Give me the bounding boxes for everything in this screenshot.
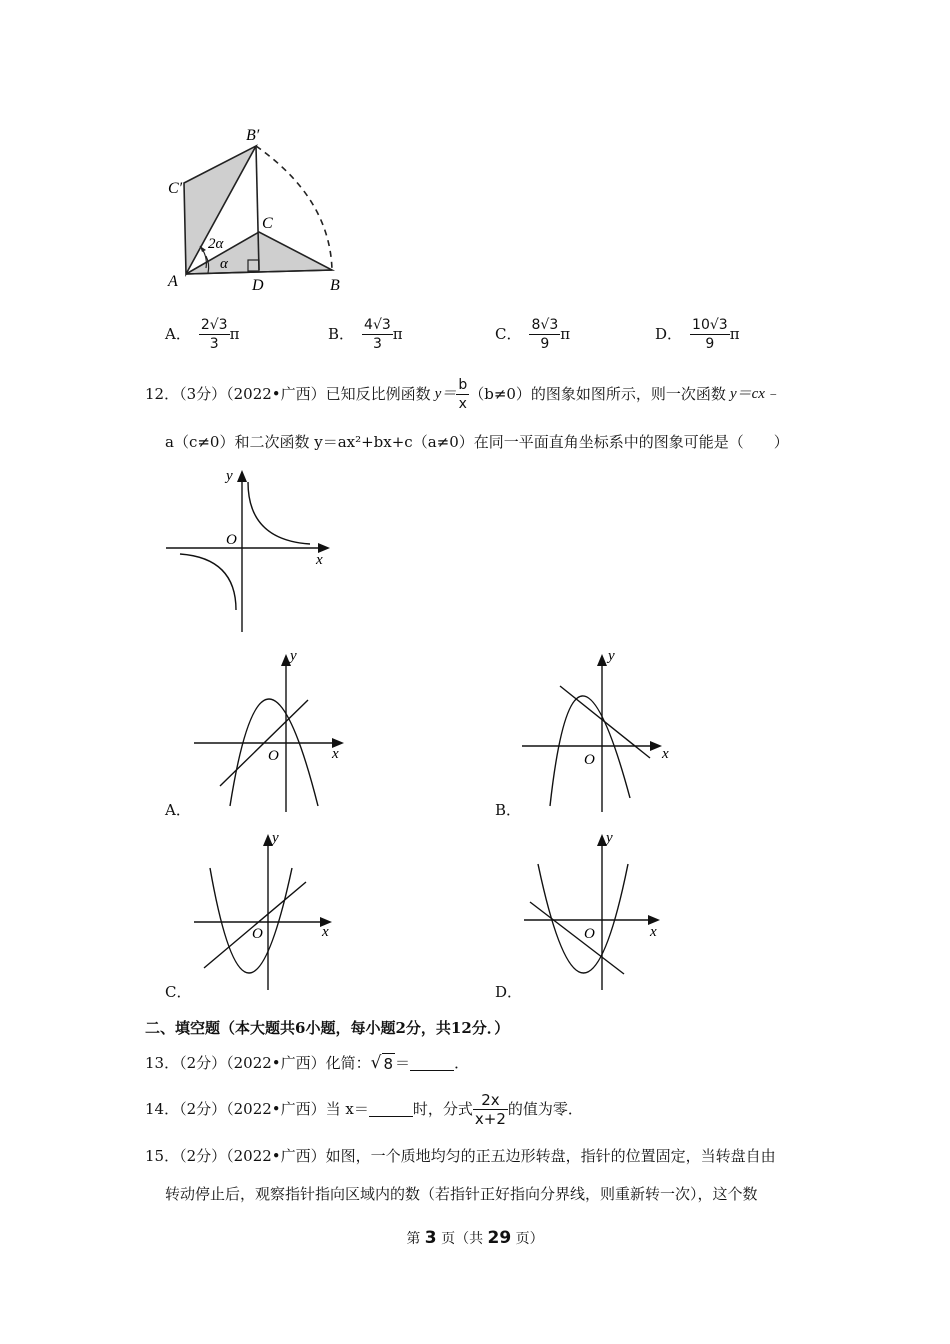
q11-option-a-pi: π <box>229 325 240 343</box>
sqrt-symbol: √ <box>370 1053 382 1073</box>
axis-y-label: y <box>226 468 233 484</box>
q11-option-d <box>655 312 740 356</box>
q11-option-a-letter: A． <box>165 325 191 343</box>
q12-linear: y＝cx﹣ <box>729 386 780 402</box>
option-d-y-label: y <box>606 830 613 846</box>
q11-option-c-letter: C． <box>495 325 522 343</box>
q13-answer-blank[interactable] <box>410 1056 454 1071</box>
label-a: A <box>168 273 178 290</box>
label-alpha: α <box>220 256 228 272</box>
q11-option-b <box>328 312 403 356</box>
footer-page-number: 3 <box>424 1228 437 1248</box>
option-c-origin-label: O <box>252 926 263 942</box>
q14 <box>145 1088 583 1130</box>
q13-prefix: 13．（2分）（2022•广西）化简： <box>145 1054 371 1072</box>
q12-option-d-letter: D． <box>495 983 523 1001</box>
footer-post: 页） <box>515 1231 544 1247</box>
q13 <box>145 1050 469 1076</box>
q11-option-a <box>165 312 239 356</box>
q12-option-c-letter: C． <box>165 983 192 1001</box>
section-fill-in-heading: 二、填空题（本大题共6小题，每小题2分，共12分．） <box>145 1019 510 1037</box>
q13-equals: ＝ <box>395 1054 411 1072</box>
label-c: C <box>262 215 273 232</box>
q12-option-d-graph <box>520 828 680 996</box>
q11-option-c-fraction: $\frac{8√3}{9}$ <box>531 316 559 352</box>
label-cprime: C′ <box>168 180 183 197</box>
q11-option-a-fraction: $\frac{2√3}{3}$ <box>200 316 228 352</box>
axis-x-label: x <box>316 552 323 568</box>
q12-option-b-graph <box>520 646 680 814</box>
q12-mid: （b≠0）的图象如图所示，则一次函数 <box>469 385 726 403</box>
q12-inverse-fraction: $\frac{b}{x}$ <box>458 376 468 412</box>
q14-answer-blank[interactable] <box>369 1102 413 1117</box>
q11-option-d-fraction: $\frac{10√3}{9}$ <box>692 316 728 352</box>
q12-option-a-letter: A． <box>165 801 191 819</box>
option-d-origin-label: O <box>584 926 595 942</box>
q11-option-d-pi: π <box>729 325 740 343</box>
label-bprime: B′ <box>246 127 260 144</box>
q14-fraction: $\frac{2x}{x+2}$ <box>474 1090 506 1128</box>
q12-prefix: 12．（3分）（2022•广西）已知反比例函数 <box>145 385 431 403</box>
q12-option-c-graph <box>192 828 352 996</box>
q11-option-c-pi: π <box>560 325 571 343</box>
q12-hyperbola-graph <box>160 462 340 634</box>
footer-pre: 第 <box>406 1231 421 1247</box>
q15-line1: 15．（2分）（2022•广西）如图，一个质地均匀的正五边形转盘，指针的位置固定，当转盘自由 <box>145 1147 776 1165</box>
q14-prefix: 14．（2分）（2022•广西）当 x＝ <box>145 1100 369 1118</box>
option-c-y-label: y <box>272 830 279 846</box>
option-b-x-label: x <box>662 746 669 762</box>
option-a-x-label: x <box>332 746 339 762</box>
label-b: B <box>330 277 340 294</box>
q13-radicand: 8 <box>383 1054 394 1073</box>
label-d: D <box>252 277 264 294</box>
q11-option-c <box>495 312 570 356</box>
q11-option-b-letter: B． <box>328 325 355 343</box>
q11-option-d-letter: D． <box>655 325 683 343</box>
option-d-x-label: x <box>650 924 657 940</box>
footer-mid: 页（共 <box>441 1231 484 1247</box>
label-2alpha: 2α <box>208 236 224 252</box>
footer-total-pages: 29 <box>487 1228 512 1248</box>
q12-option-a-graph <box>192 646 352 814</box>
q11-option-b-fraction: $\frac{4√3}{3}$ <box>364 316 391 352</box>
q12-y-eq: y＝ <box>434 386 457 402</box>
axis-origin-label: O <box>226 532 237 548</box>
page-footer <box>0 1228 950 1248</box>
q12-option-b-letter: B． <box>495 801 522 819</box>
q12-line1 <box>145 372 780 416</box>
q12-line2: a（c≠0）和二次函数 y＝ax²+bx+c（a≠0）在同一平面直角坐标系中的图象可能是（ ） <box>165 433 789 451</box>
q15-line2: 转动停止后，观察指针指向区域内的数（若指针正好指向分界线，则重新转一次），这个数 <box>165 1185 758 1203</box>
option-b-origin-label: O <box>584 752 595 768</box>
q14-mid: 时，分式 <box>412 1100 473 1118</box>
option-a-y-label: y <box>290 648 297 664</box>
option-c-x-label: x <box>322 924 329 940</box>
option-a-origin-label: O <box>268 748 279 764</box>
q14-suffix: 的值为零． <box>507 1100 583 1118</box>
figure-q11-rotation <box>160 118 360 298</box>
q13-end: ． <box>454 1054 470 1072</box>
q11-option-b-pi: π <box>392 325 403 343</box>
option-b-y-label: y <box>608 648 615 664</box>
